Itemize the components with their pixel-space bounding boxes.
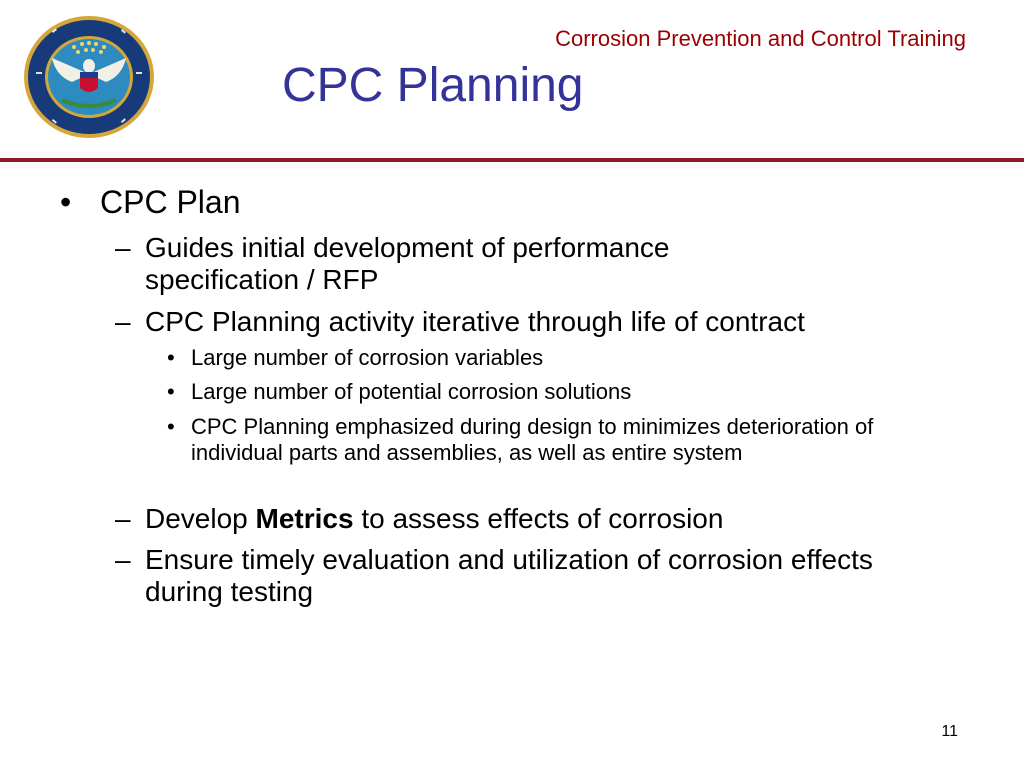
sub-bullet-metrics	[115, 503, 975, 535]
dash-marker: –	[115, 306, 131, 337]
sub-sub-bullet-text: Large number of corrosion variables	[191, 345, 544, 370]
sub-sub-bullet-text: CPC Planning emphasized during design to minimizes deterioration of individual parts and assemblies, as well as entire system	[191, 414, 874, 465]
sub-sub-bullet-solutions	[167, 379, 947, 405]
dash-marker: –	[115, 544, 131, 575]
metrics-text-after: to assess effects of corrosion	[353, 503, 724, 534]
bullet-marker: •	[60, 184, 72, 220]
page-number: 11	[941, 723, 958, 740]
bullet-marker: •	[167, 345, 175, 370]
sub-sub-bullet-variables	[167, 345, 947, 371]
sub-bullet-planning-activity	[115, 306, 975, 338]
dash-marker: –	[115, 503, 131, 534]
metrics-text-before: Develop	[145, 503, 256, 534]
sub-bullet-guides	[115, 232, 975, 296]
sub-bullet-evaluation	[115, 544, 975, 608]
metrics-bold-text: Metrics	[255, 503, 354, 534]
sub-bullet-text: CPC Planning activity iterative through life of contract	[145, 306, 805, 337]
sub-sub-bullet-design	[167, 414, 947, 466]
bullet-text: CPC Plan	[100, 184, 241, 220]
bullet-marker: •	[167, 414, 175, 439]
sub-bullet-text: Guides initial development of performance specification / RFP	[145, 232, 670, 295]
sub-bullet-text: Ensure timely evaluation and utilization of corrosion effects during testing	[145, 544, 873, 607]
course-title: Corrosion Prevention and Control Training	[555, 26, 966, 51]
sub-sub-bullet-text: Large number of potential corrosion solutions	[191, 379, 632, 404]
dash-marker: –	[115, 232, 131, 263]
bullet-cpc-plan	[60, 184, 241, 220]
slide-title: CPC Planning	[282, 59, 584, 112]
bullet-marker: •	[167, 379, 175, 404]
sub-bullet-text	[145, 503, 975, 535]
